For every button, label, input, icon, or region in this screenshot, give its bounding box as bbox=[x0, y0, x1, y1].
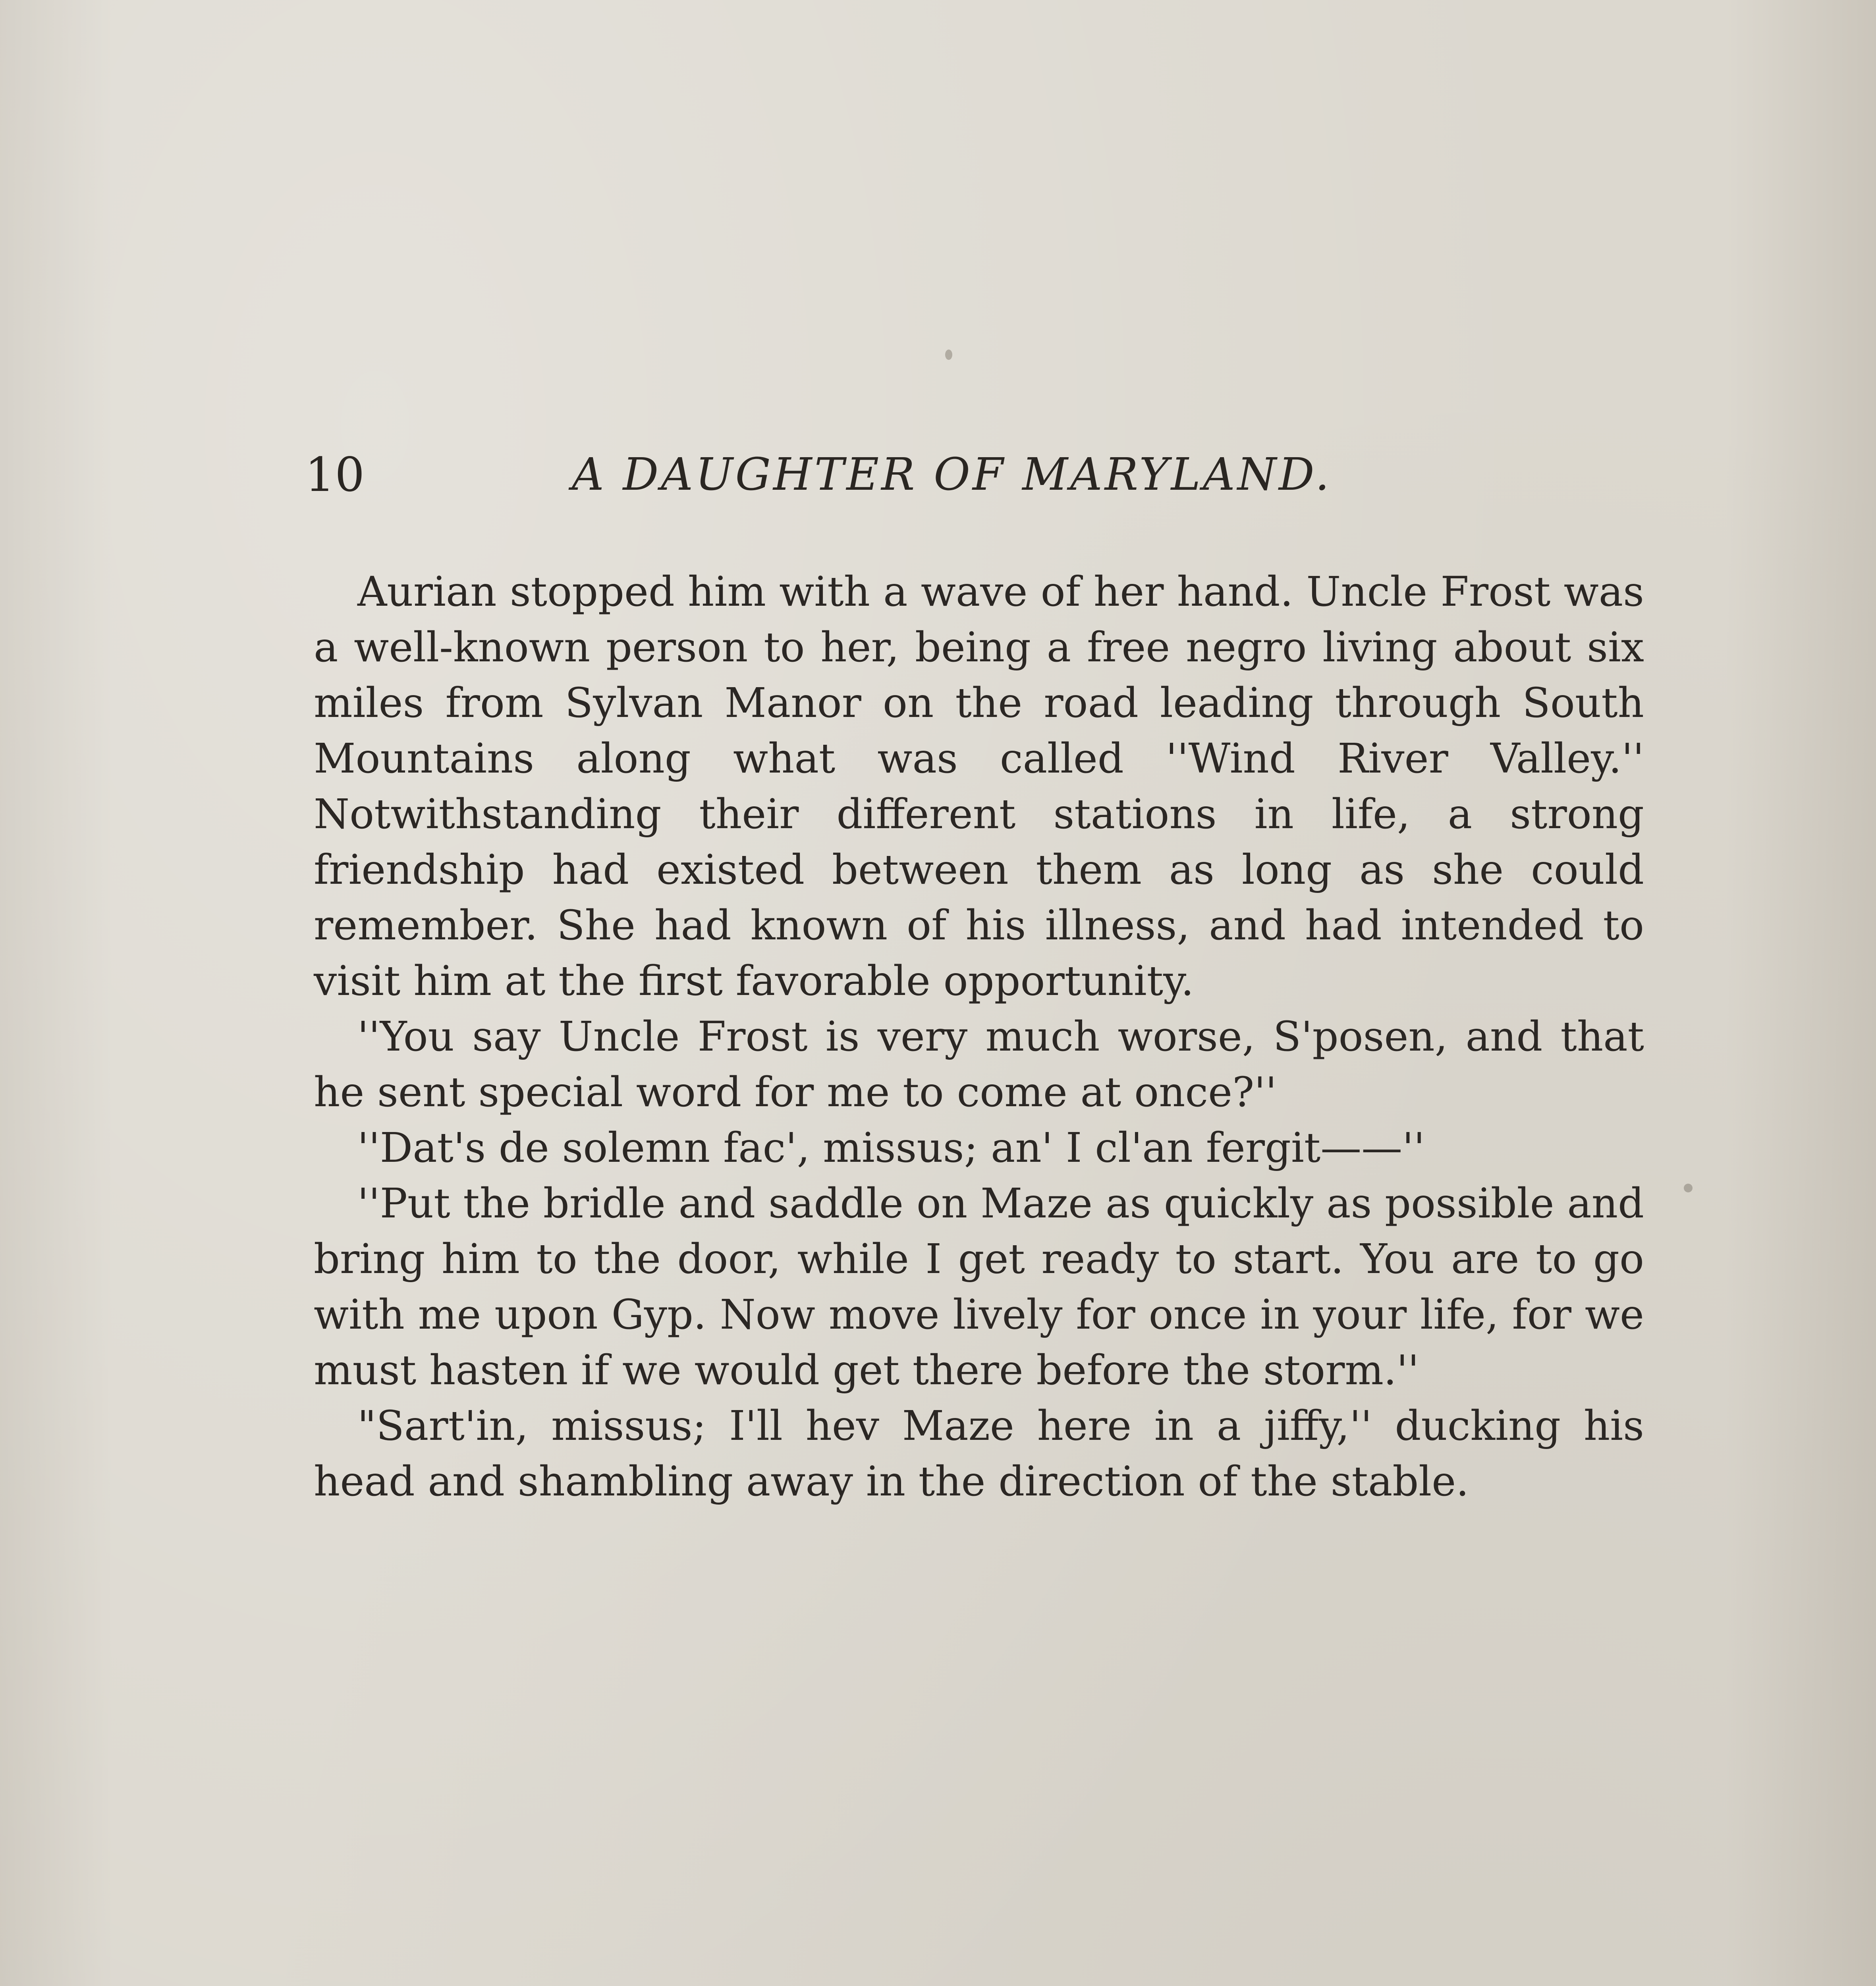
paragraph: "Sart'in, missus; I'll hev Maze here in a jiffy,'' ducking his head and shambling away in the direction of the stable. bbox=[314, 1402, 1644, 1505]
paragraph: ''You say Uncle Frost is very much worse, S'posen, and that he sent special word for me to come at once?'' bbox=[314, 1013, 1644, 1116]
paragraph: ''Dat's de solemn fac', missus; an' I cl'an fergit——'' bbox=[357, 1124, 1425, 1172]
running-title: A DAUGHTER OF MARYLAND. bbox=[572, 449, 1332, 500]
paragraph: Aurian stopped him with a wave of her hand. Uncle Frost was a well-known person to her, being a free negro living about six miles from Sylvan Manor on the road leading through South Mountains along what was called ''Wind River Valley.'' Notwithstanding their different stations in life, a strong friendship had existed between them as long as she could remember. She had known of his illness, and had intended to visit him at the first favorable opportunity. bbox=[314, 568, 1644, 1005]
paper-speck bbox=[945, 350, 952, 360]
running-header bbox=[305, 441, 1377, 500]
main-text bbox=[314, 564, 1644, 1509]
paragraph: ''Put the bridle and saddle on Maze as quickly as possible and bring him to the door, while I get ready to start. You are to go with me upon Gyp. Now move lively for once in your life, for we must hasten if we would get there before the storm.'' bbox=[314, 1180, 1644, 1394]
paper-speck bbox=[1684, 1184, 1693, 1192]
page-number: 10 bbox=[305, 447, 365, 502]
